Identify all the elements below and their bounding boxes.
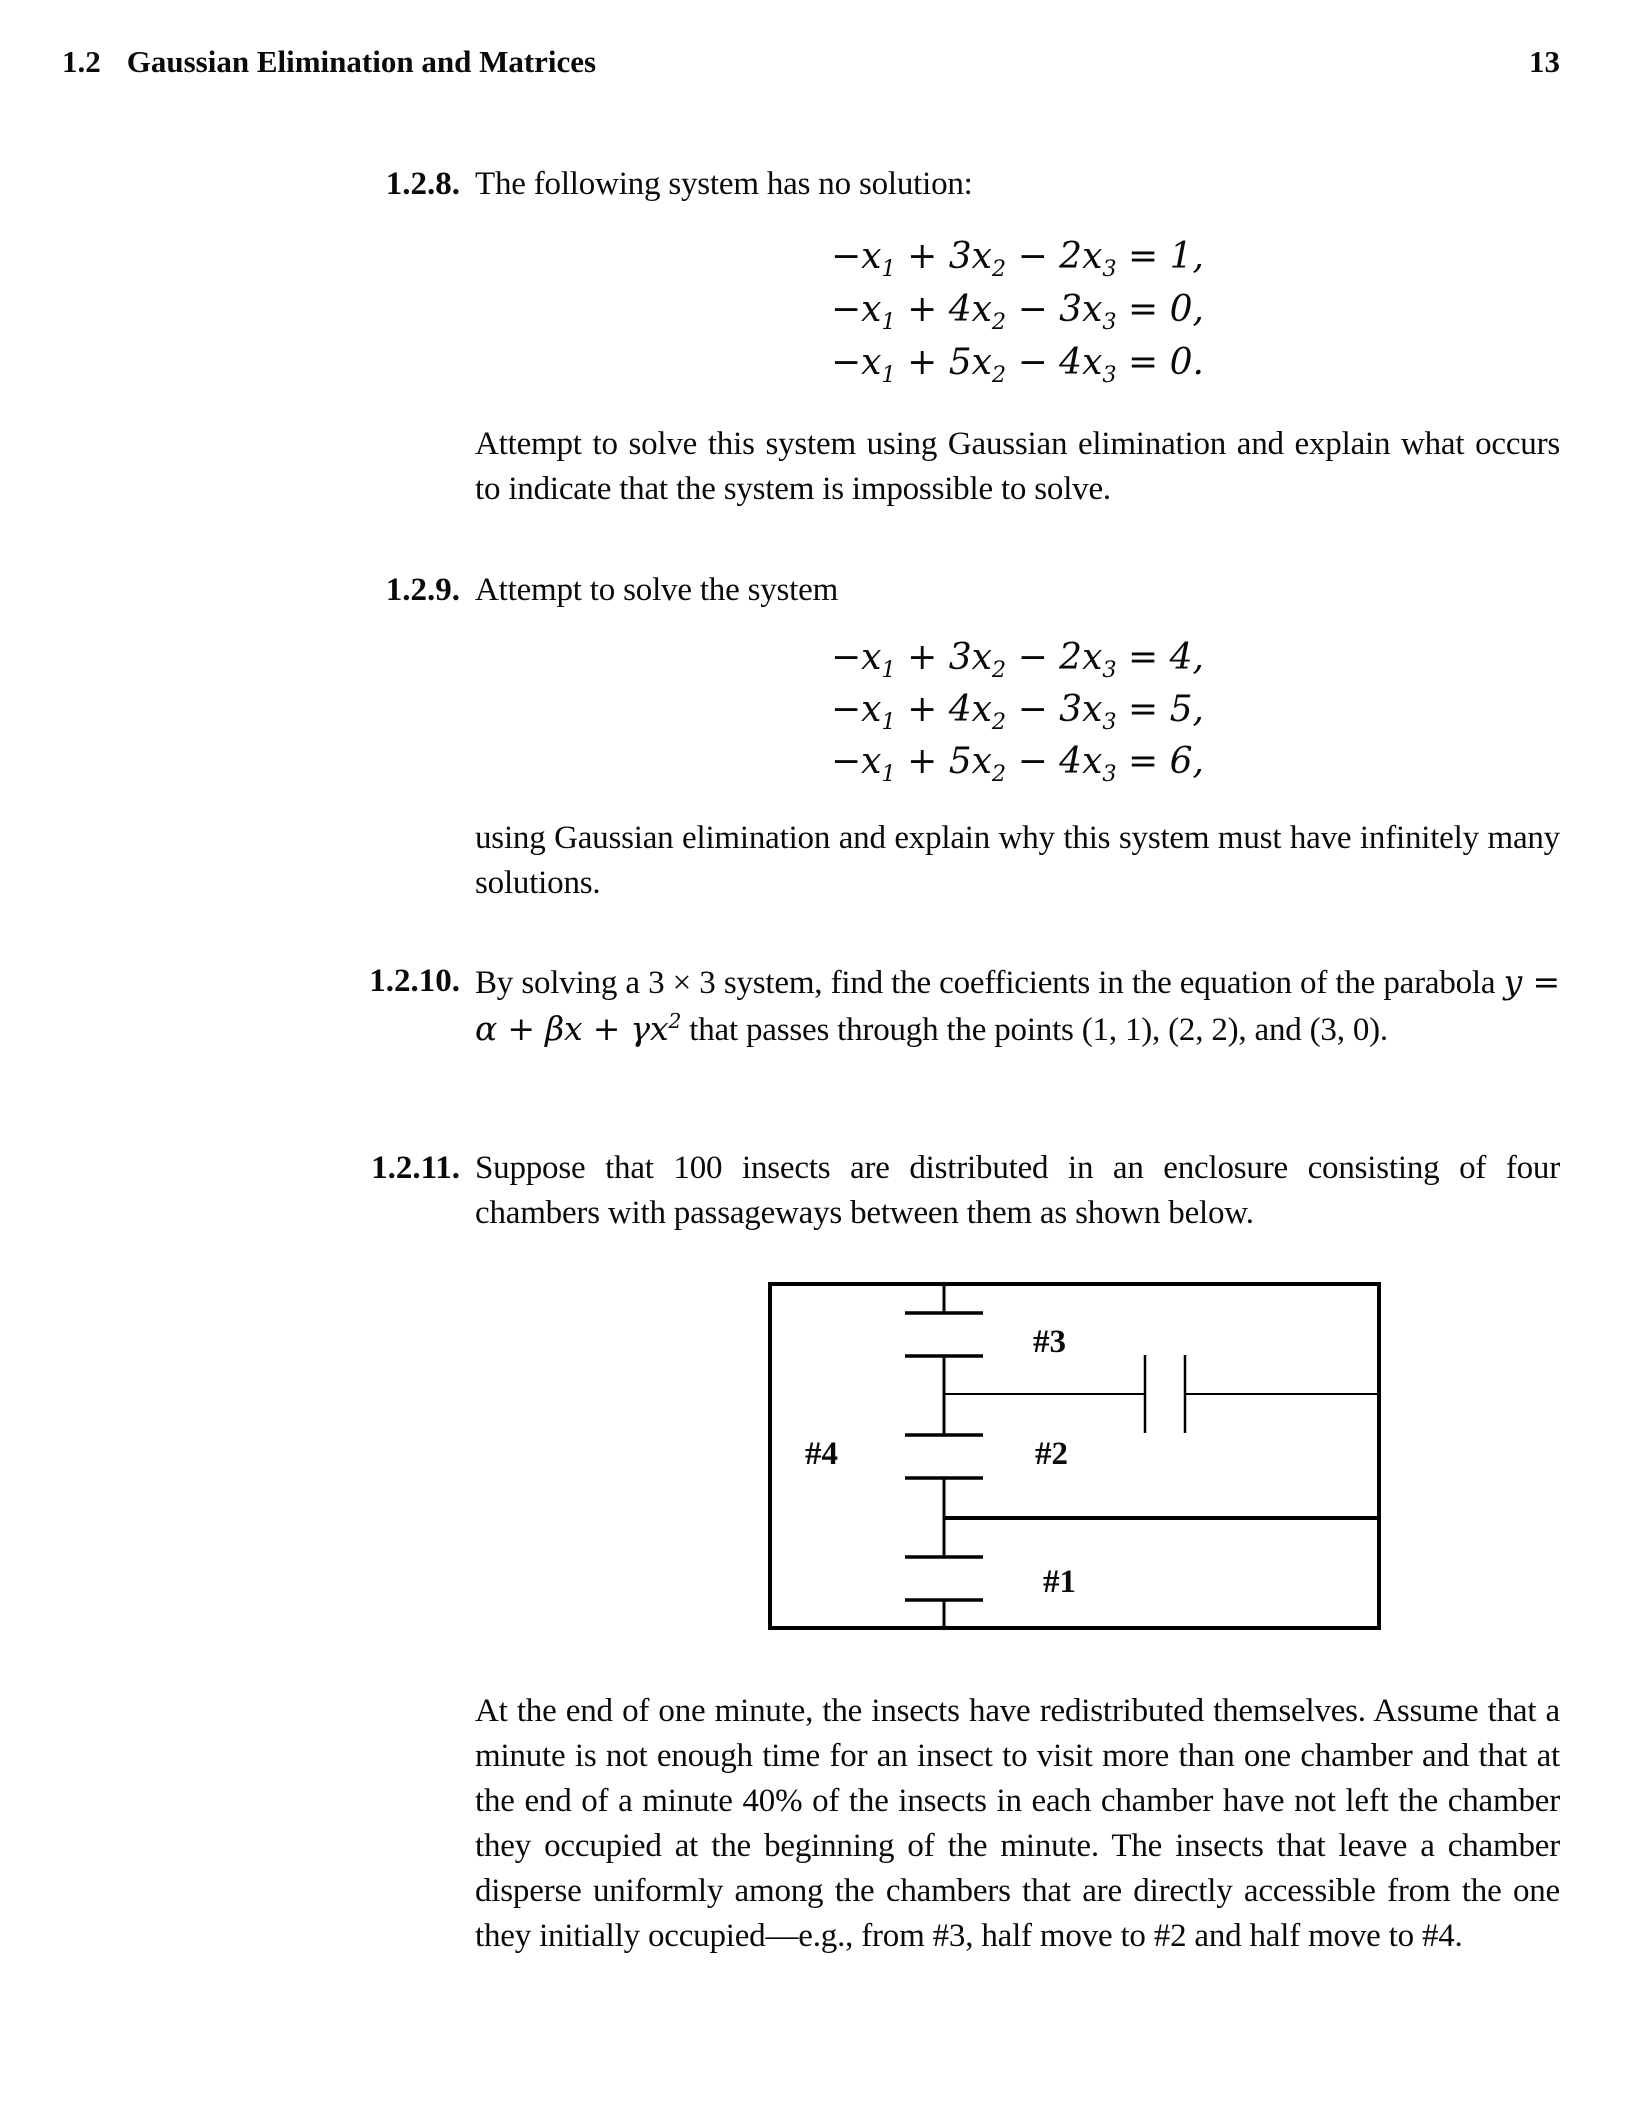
equation-line: $-x_1 + 5x_2 - 4x_3 = 6$,	[830, 741, 1204, 788]
problem-followup-1-2-8: Attempt to solve this system using Gaussian elimination and explain what occurs to indicate that the system is impossible to solve.	[475, 426, 1560, 507]
problem-text-1-2-11: Suppose that 100 insects are distributed in an enclosure consisting of four chambers with passageways between them as shown below.	[475, 1150, 1560, 1231]
problem-followup-1-2-9: using Gaussian elimination and explain why this system must have infinitely many solutions.	[475, 820, 1560, 901]
section-number: 1.2	[62, 44, 101, 79]
equation-block-1-2-9	[475, 632, 1560, 788]
text-segment: By solving a	[475, 965, 649, 1001]
equation-line: $-x_1 + 3x_2 - 2x_3 = 1$,	[830, 236, 1204, 283]
inline-math-points: (1, 1), (2, 2),	[1081, 1012, 1247, 1048]
equation-line: $-x_1 + 4x_2 - 3x_3 = 0$,	[830, 289, 1204, 336]
equation-line: $-x_1 + 4x_2 - 3x_3 = 5$,	[830, 689, 1204, 736]
text-segment: system, find the coefficients in the equation of the parabola	[715, 965, 1504, 1001]
problem-intro-1-2-9: Attempt to solve the system	[475, 572, 839, 608]
chamber-label-1: #1	[1043, 1564, 1076, 1600]
chamber-label-4: #4	[805, 1436, 838, 1472]
inline-math-parabola: $y = \alpha + \beta x + \gamma x^2$	[475, 962, 1560, 1048]
problem-number-1-2-11: 1.2.11.	[371, 1150, 460, 1186]
problem-text-1-2-10	[475, 959, 1560, 1053]
chamber-label-2: #2	[1035, 1436, 1068, 1472]
problem-number-1-2-10: 1.2.10.	[369, 963, 460, 999]
page-header	[62, 44, 1563, 80]
inline-math: 3 × 3	[648, 965, 716, 1001]
equation-line: $-x_1 + 3x_2 - 2x_3 = 4$,	[830, 637, 1204, 684]
section-title: Gaussian Elimination and Matrices	[126, 44, 597, 79]
text-segment: that passes through the points	[681, 1012, 1082, 1048]
equation-block-1-2-8	[475, 230, 1560, 389]
equation-line: $-x_1 + 5x_2 - 4x_3 = 0$.	[830, 342, 1204, 389]
chamber-label-3: #3	[1033, 1324, 1066, 1360]
inline-math-point: (3, 0).	[1309, 1012, 1388, 1048]
page-number: 13	[1529, 44, 1560, 79]
problem-intro-1-2-8: The following system has no solution:	[475, 166, 973, 202]
text-segment: and	[1246, 1012, 1310, 1048]
problem-followup-1-2-11: At the end of one minute, the insects have redistributed themselves. Assume that a minute is not enough time for an insect to visit more than one chamber and that at the end of a minute 40% of the insects in each chamber have not left the chamber they occupied at the beginning of the minute. The insects that leave a chamber disperse uniformly among the chambers that are directly accessible from the one they initially occupied—e.g., from #3, half move to #2 and half move to #4.	[475, 1693, 1560, 1954]
problem-number-1-2-8: 1.2.8.	[385, 166, 460, 202]
chamber-diagram	[768, 1282, 1381, 1630]
problem-number-1-2-9: 1.2.9.	[385, 572, 460, 608]
